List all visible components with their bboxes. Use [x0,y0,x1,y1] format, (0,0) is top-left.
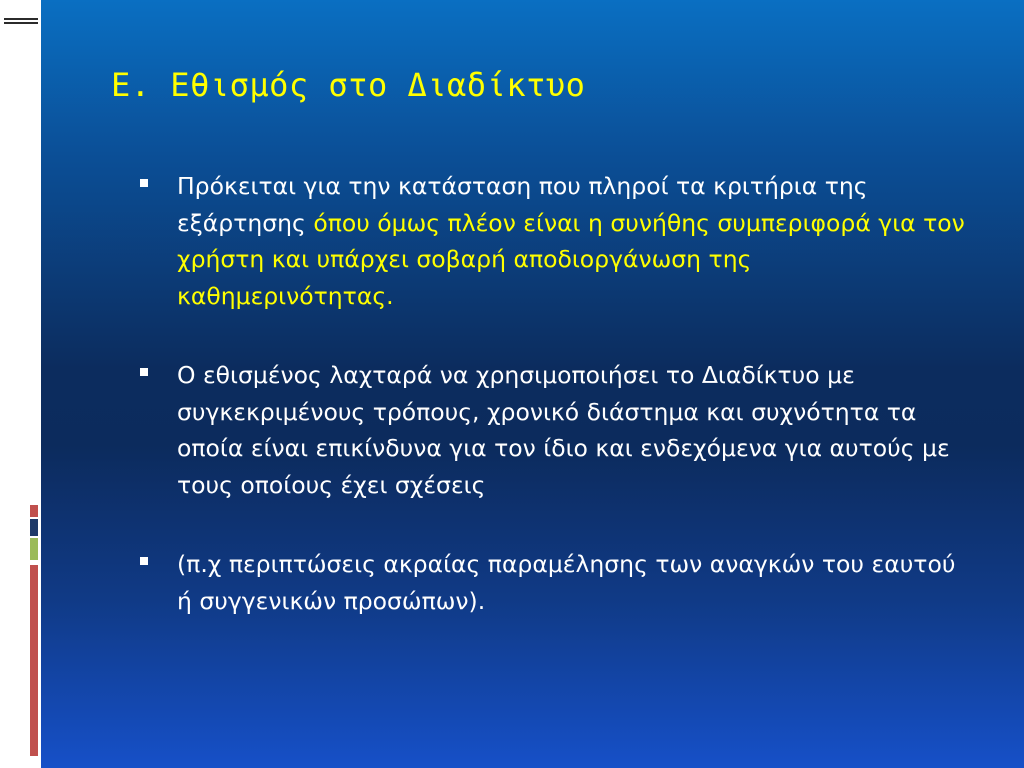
strip-accent-red [30,505,38,517]
bullet-item [140,357,970,503]
strip-rule [4,18,38,20]
strip-accent-navy [30,519,38,536]
bullet-text: Ο εθισμένος λαχταρά να χρησιμοποιήσει το Διαδίκτυο με συγκεκριμένους τρόπους, χρονικό διάστημα και συχνότητα τα οποία είναι επικίνδυνα για τον ίδιο και ενδεχόμενα για αυτούς με τους οποίους έχει σχέσεις [177,361,950,499]
bullet-text: Πρόκειται για την κατάσταση που πληροί τα κριτήρια της εξάρτησης [177,172,868,237]
highlighted-text: όπου όμως πλέον είναι η συνήθης συμπεριφορά για τον χρήστη και υπάρχει σοβαρή αποδιοργάνωση της καθημερινότητας. [177,208,965,310]
square-bullet-icon [140,557,148,565]
strip-accent-red-long [30,565,38,756]
square-bullet-icon [140,368,148,376]
bullet-text: (π.χ περιπτώσεις ακραίας παραμέλησης των αναγκών του εαυτού ή συγγενικών προσώπων). [177,550,956,615]
bullet-item [140,546,970,619]
bullet-item [140,168,970,314]
strip-rule [4,22,38,24]
slide-title: Ε. Εθισμός στο Διαδίκτυο [111,66,586,104]
bullet-list [140,168,970,619]
decorative-side-strip [0,0,41,768]
strip-accent-green [30,538,38,560]
square-bullet-icon [140,179,148,187]
